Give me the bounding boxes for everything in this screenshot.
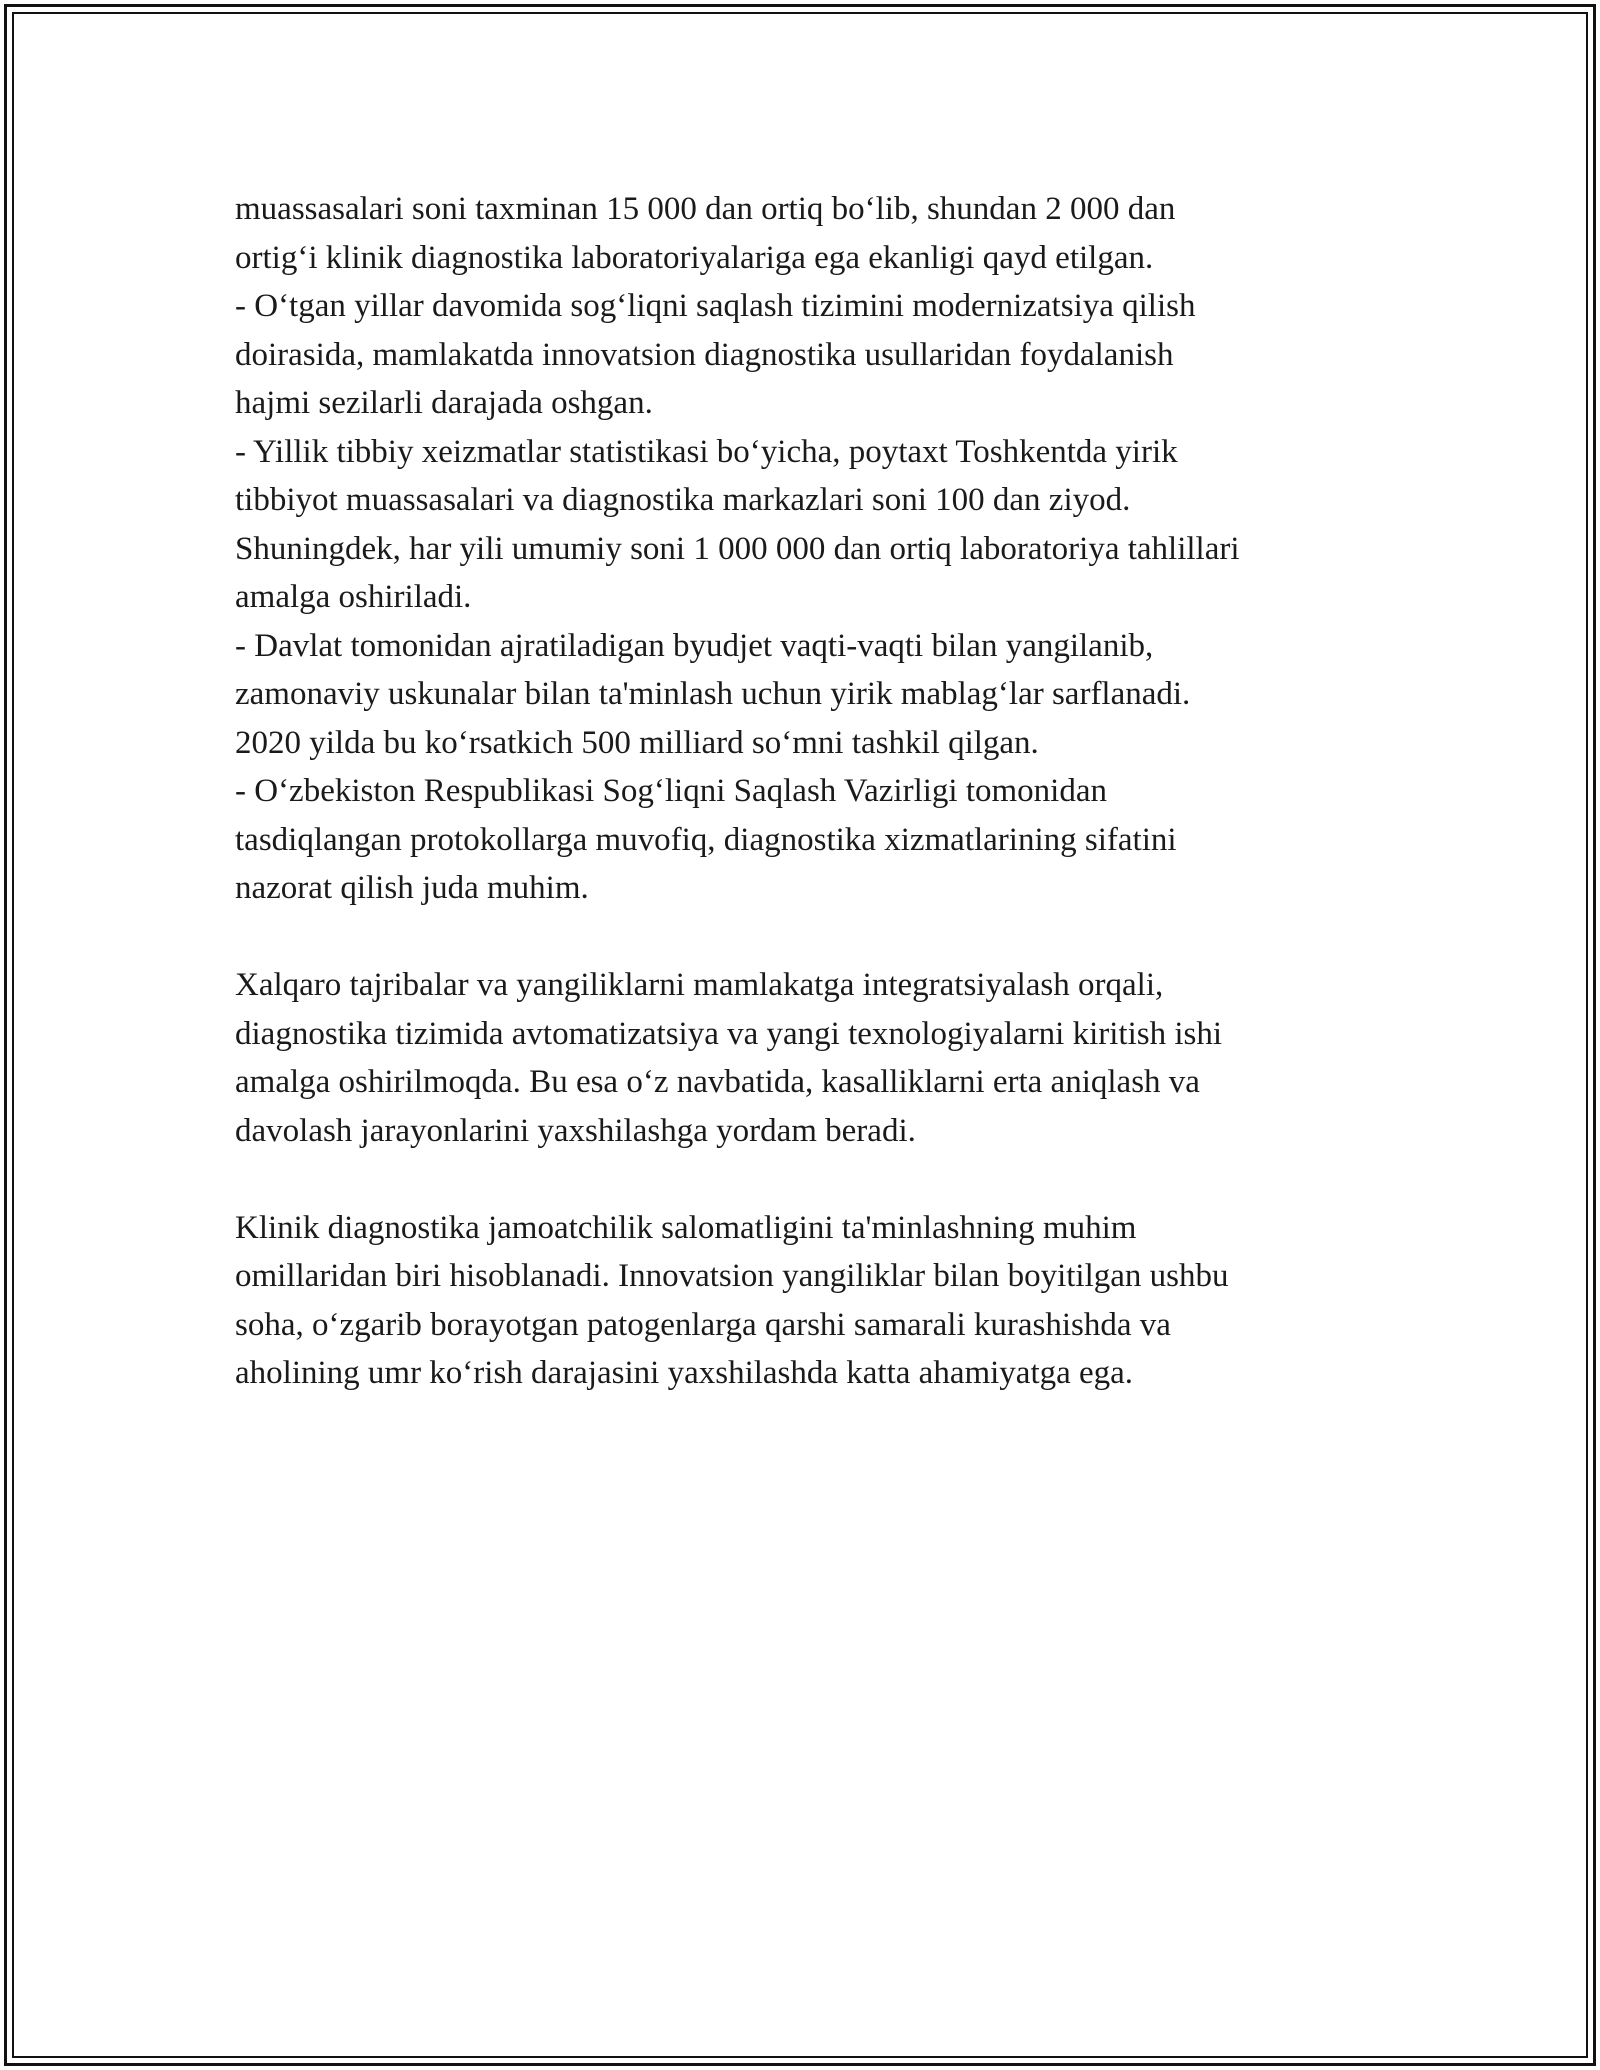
paragraph-international-experience: Xalqaro tajribalar va yangiliklarni mamlakatga integratsiyalash orqali, diagnostika tizimida avtomatizatsiya va yangi texnologiyalarni kiritish ishi amalga oshirilmoqda. Bu esa o‘z navbatida, kasalliklarni erta aniqlash va davolash jarayonlarini yaxshilashga yordam beradi. xyxy=(235,967,1223,1149)
paragraph-conclusion: Klinik diagnostika jamoatchilik salomatligini ta'minlashning muhim omillaridan biri hisoblanadi. Innovatsion yangiliklar bilan boyitilgan ushbu soha, o‘zgarib borayotgan patogenlarga qarshi samarali kurashishda va aholining umr ko‘rish darajasini yaxshilashda katta ahamiyatga ega. xyxy=(235,1209,1229,1391)
paragraph-statistics-list: muassasalari soni taxminan 15 000 dan ortiq bo‘lib, shundan 2 000 dan ortig‘i klinik diagnostika laboratoriyalariga ega ekanligi qayd etilgan. - O‘tgan yillar davomida sog‘liqni saqlash tizimini modernizatsiya qilish doirasida, mamlakatda innovatsion diagnostika usullaridan foydalanish hajmi sezilarli darajada oshgan. - Yillik tibbiy xeizmatlar statistikasi bo‘yicha, poytaxt Toshkentda yirik tibbiyot muassasalari va diagnostika markazlari soni 100 dan ziyod. Shuningdek, har yili umumiy soni 1 000 000 dan ortiq laboratoriya tahlillari amalga oshiriladi. - Davlat tomonidan ajratiladigan byudjet vaqti-vaqti bilan yangilanib, zamonaviy uskunalar bilan ta'minlash uchun yirik mablag‘lar sarflanadi. 2020 yilda bu ko‘rsatkich 500 milliard so‘mni tashkil qilgan. - O‘zbekiston Respublikasi Sog‘liqni Saqlash Vazirligi tomonidan tasdiqlangan protokollarga muvofiq, diagnostika xizmatlarining sifatini nazorat qilish juda muhim. xyxy=(235,191,1240,906)
document-body xyxy=(235,185,1375,1398)
